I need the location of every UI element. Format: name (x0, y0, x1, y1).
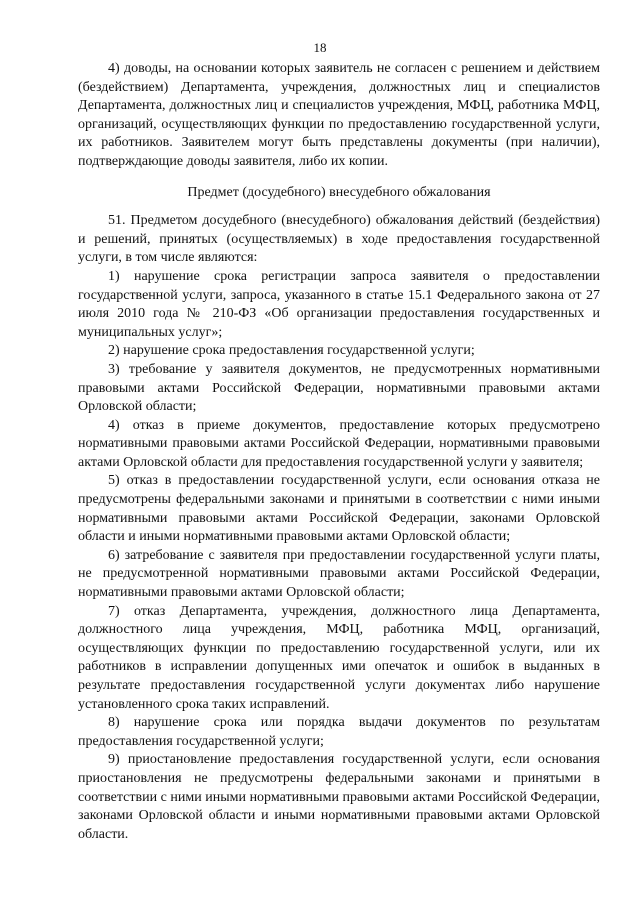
list-item-8: 8) нарушение срока или порядка выдачи документов по результатам предоставления государственной услуги; (78, 715, 600, 749)
list-item-5: 5) отказ в предоставлении государственной услуги, если основания отказа не предусмотрены федеральными законами и принятыми в соответствии с ними иными нормативными правовыми актами Российской Федерации, законами Орловской области и иными нормативными правовыми актами Орловской области; (78, 473, 600, 545)
list-item-7: 7) отказ Департамента, учреждения, должностного лица Департамента, должностного лица учреждения, МФЦ, работника МФЦ, организаций, осуществляющих функции по предоставлению государственной услуги, или их работников в исправлении допущенных ими опечаток и ошибок в выданных в результате предоставления государственной услуги документах либо нарушение установленного срока таких исправлений. (78, 603, 600, 712)
paragraph-51-intro: 51. Предметом досудебного (внесудебного) обжалования действий (бездействия) и решений, принятых (осуществляемых) в ходе предоставления государственной услуги, в том числе являются: (78, 213, 600, 266)
page-number: 18 (313, 40, 327, 55)
list-item-3: 3) требование у заявителя документов, не предусмотренных нормативными правовыми актами Российской Федерации, нормативными правовыми актами Орловской области; (78, 361, 600, 415)
list-item-2: 2) нарушение срока предоставления государственной услуги; (108, 343, 475, 359)
list-item-6: 6) затребование с заявителя при предоставлении государственной услуги платы, не предусмотренной нормативными правовыми актами Российской Федерации, нормативными правовыми актами Орловской области; (78, 547, 600, 601)
document-body (78, 60, 600, 844)
section-heading: Предмет (досудебного) внесудебного обжалования (187, 184, 491, 200)
list-item-4: 4) отказ в приеме документов, предоставление которых предусмотрено нормативными правовыми актами Российской Федерации, нормативными правовыми актами Орловской области для предоставления государственной услуги у заявителя; (78, 417, 600, 470)
list-item-1: 1) нарушение срока регистрации запроса заявителя о предоставлении государственной услуги, запроса, указанного в статье 15.1 Федерального закона от 27 июля 2010 года № 210-ФЗ «Об организации предоставления государственных и муниципальных услуг»; (78, 268, 600, 340)
paragraph-item-4-arguments: 4) доводы, на основании которых заявитель не согласен с решением и действием (бездействием) Департамента, учреждения, должностных лиц и специалистов Департамента, должностных лиц и специалистов учреждения, МФЦ, работника МФЦ, организаций, осуществляющих функции по предоставлению государственной услуги, их работников. Заявителем могут быть представлены документы (при наличии), подтверждающие доводы заявителя, либо их копии. (78, 61, 600, 169)
list-item-9: 9) приостановление предоставления государственной услуги, если основания приостановления не предусмотрены федеральными законами и принятыми в соответствии с ними иными нормативными правовыми актами Российской Федерации, законами Орловской области и иными нормативными правовыми актами Орловской области. (78, 752, 600, 842)
